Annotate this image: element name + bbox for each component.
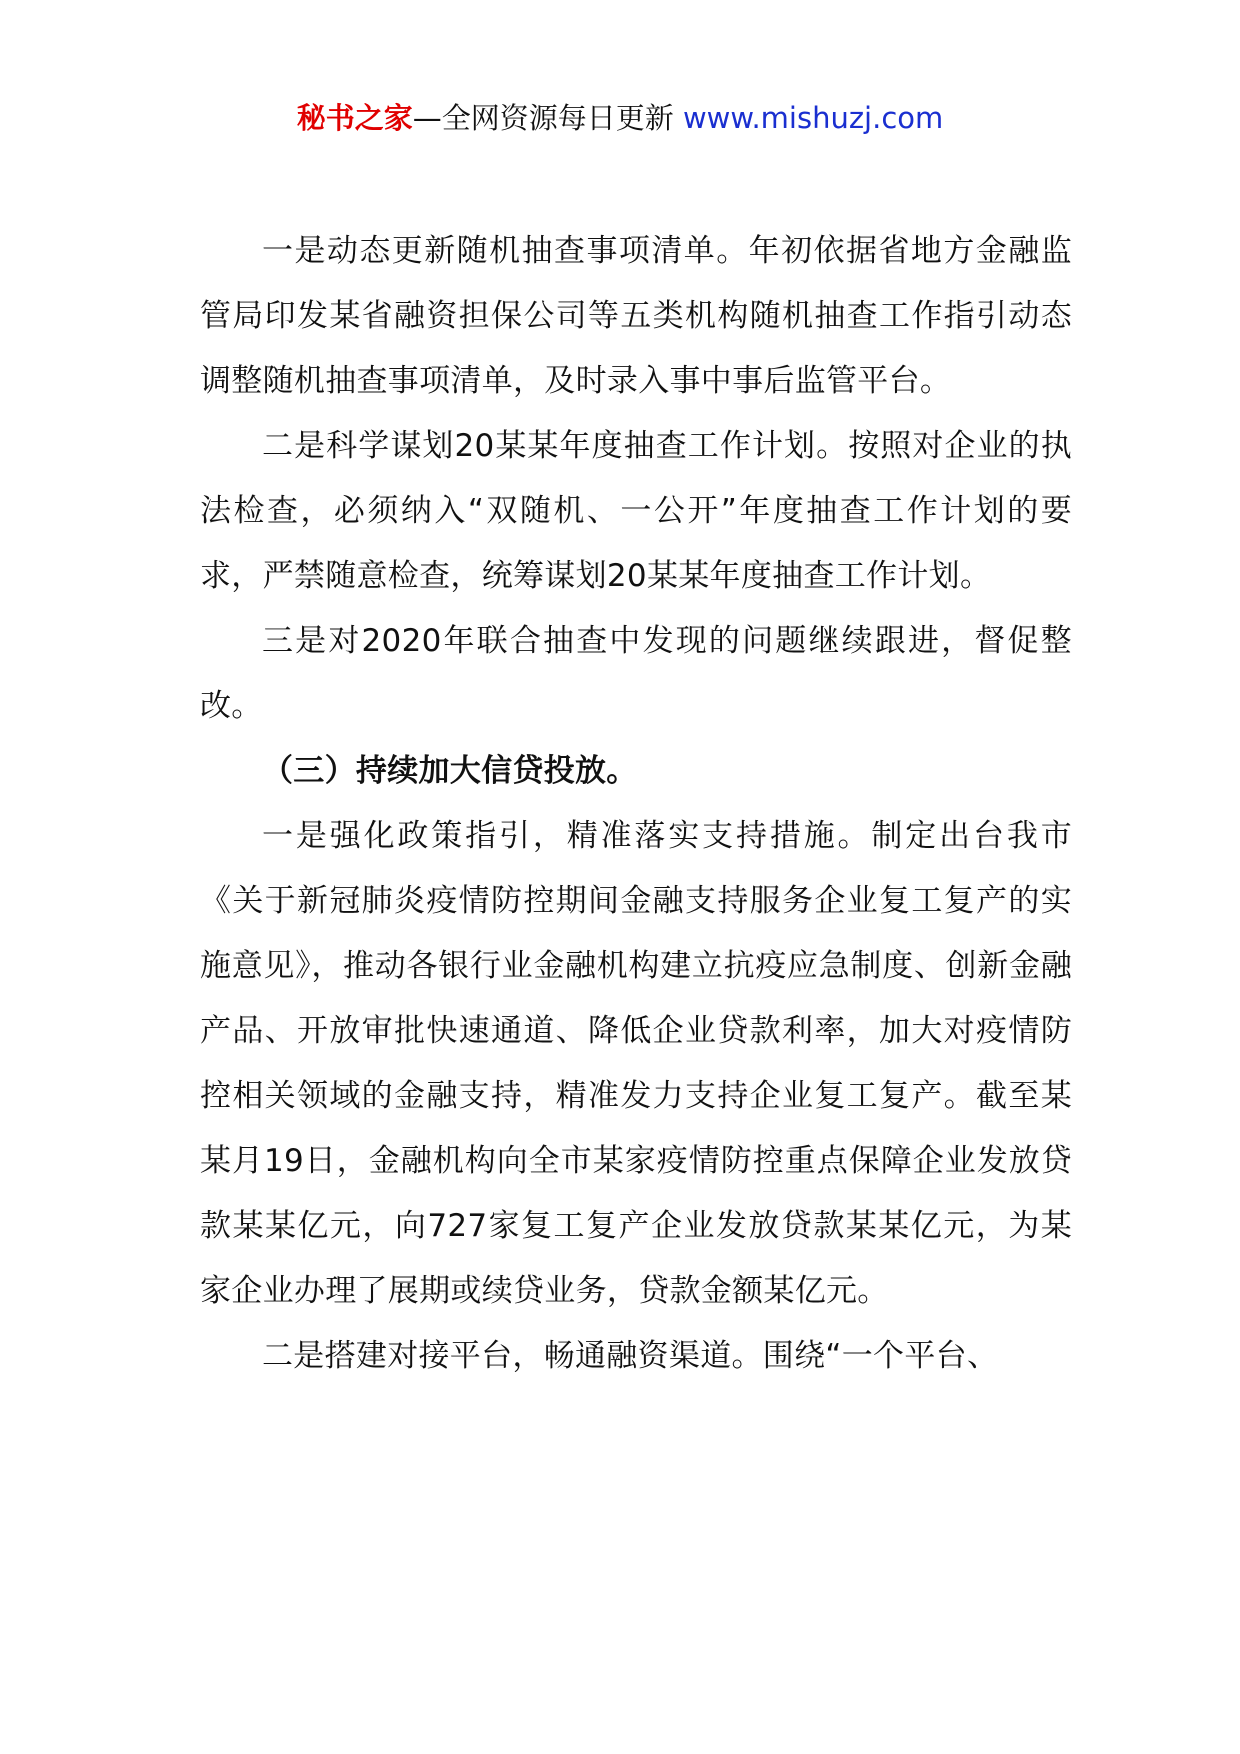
header-tagline: —全网资源每日更新 bbox=[412, 101, 674, 135]
paragraph: 一是强化政策指引，精准落实支持措施。制定出台我市《关于新冠肺炎疫情防控期间金融支持服务企业复工复产的实施意见》，推动各银行业金融机构建立抗疫应急制度、创新金融产品、开放审批快速通道、降低企业贷款利率，加大对疫情防控相关领域的金融支持，精准发力支持企业复工复产。截至某某月19日，金融机构向全市某家疫情防控重点保障企业发放贷款某某亿元，向727家复工复产企业发放贷款某某亿元，为某家企业办理了展期或续贷业务，贷款金额某亿元。 bbox=[200, 818, 1072, 1309]
document-header bbox=[0, 98, 1240, 138]
document-body bbox=[200, 219, 1072, 1389]
paragraph: 二是科学谋划20某某年度抽查工作计划。按照对企业的执法检查，必须纳入“双随机、一公开”年度抽查工作计划的要求，严禁随意检查，统筹谋划20某某年度抽查工作计划。 bbox=[200, 428, 1072, 594]
section-heading: （三）持续加大信贷投放。 bbox=[262, 753, 638, 789]
paragraph: 三是对2020年联合抽查中发现的问题继续跟进，督促整改。 bbox=[200, 623, 1072, 724]
paragraph: 一是动态更新随机抽查事项清单。年初依据省地方金融监管局印发某省融资担保公司等五类机构随机抽查工作指引动态调整随机抽查事项清单，及时录入事中事后监管平台。 bbox=[200, 233, 1072, 399]
brand-name: 秘书之家 bbox=[296, 101, 413, 135]
paragraph: 二是搭建对接平台，畅通融资渠道。围绕“一个平台、 bbox=[262, 1338, 999, 1374]
site-url: www.mishuzj.com bbox=[682, 101, 944, 135]
